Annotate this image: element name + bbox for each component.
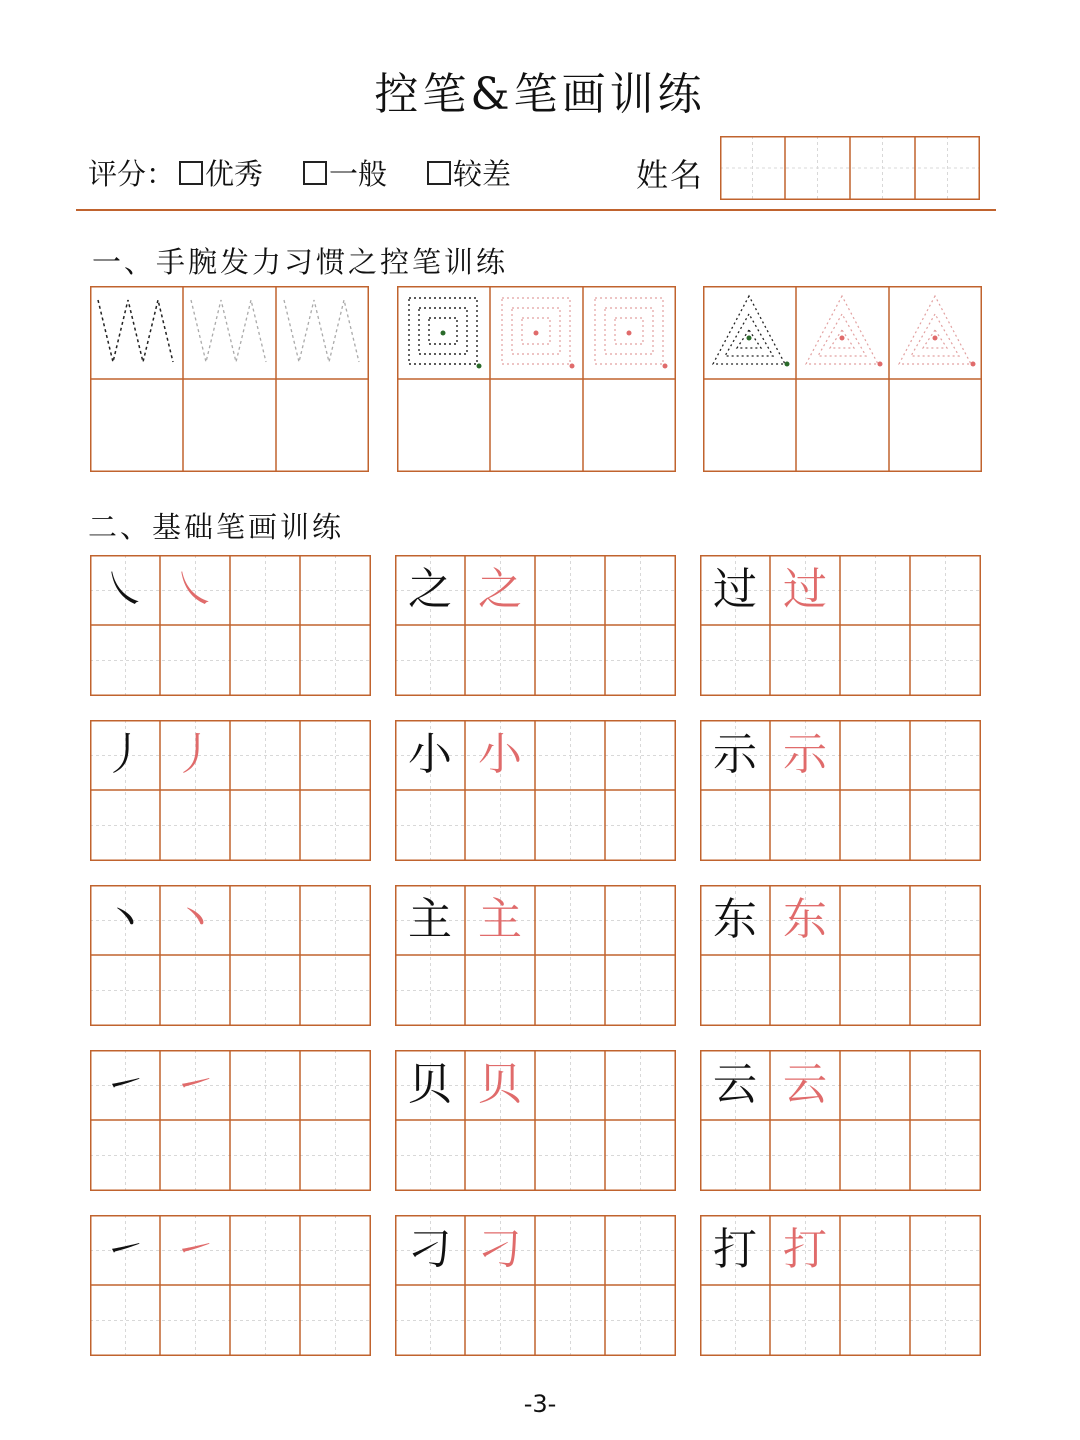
- model-character: ㇏: [103, 564, 147, 615]
- triangle-spiral-trace: [899, 296, 971, 364]
- trace-character: 打: [783, 1224, 827, 1275]
- model-character: 丶: [103, 894, 147, 945]
- rating-row: [88, 152, 551, 193]
- trace-character: 贝: [478, 1059, 522, 1110]
- model-character: 打: [713, 1224, 757, 1275]
- name-field[interactable]: [720, 136, 980, 200]
- trace-character: 示: [783, 729, 827, 780]
- checkbox[interactable]: [427, 161, 451, 185]
- rating-option-label: 优秀: [205, 157, 264, 191]
- rating-option-poor[interactable]: [427, 152, 511, 193]
- zigzag-trace: [191, 300, 266, 362]
- rating-label: 评分：: [88, 157, 176, 191]
- model-character: 贝: [408, 1059, 452, 1110]
- header-divider: [76, 209, 996, 211]
- page-number: -3-: [523, 1390, 557, 1418]
- stroke-practice-block[interactable]: [700, 885, 981, 1026]
- page-title: 控笔&笔画训练: [374, 69, 706, 120]
- model-character: 云: [713, 1059, 757, 1110]
- stroke-practice-block[interactable]: [700, 555, 981, 696]
- triangle-spiral-trace: [806, 296, 878, 364]
- stroke-practice-block[interactable]: [395, 885, 676, 1026]
- model-character: 东: [713, 894, 757, 945]
- trace-character: 丿: [173, 729, 217, 780]
- triangle-spiral-trace: [713, 296, 785, 364]
- section-title: 二、基础笔画训练: [88, 510, 345, 544]
- model-character: 小: [408, 729, 452, 780]
- trace-character: 东: [783, 894, 827, 945]
- control-grid-square-spiral[interactable]: [397, 286, 676, 472]
- model-character: ㇀: [103, 1059, 147, 1110]
- model-character: 过: [713, 564, 757, 615]
- zigzag-trace: [284, 300, 359, 362]
- rating-option-excellent[interactable]: [179, 152, 263, 193]
- model-character: ㇀: [103, 1224, 147, 1275]
- stroke-practice-block[interactable]: [90, 885, 371, 1026]
- control-grid-zigzag[interactable]: [90, 286, 369, 472]
- model-character: 之: [408, 564, 452, 615]
- section-title: 一、手腕发力习惯之控笔训练: [92, 245, 509, 279]
- stroke-practice-block[interactable]: [395, 1215, 676, 1356]
- checkbox[interactable]: [179, 161, 203, 185]
- stroke-practice-block[interactable]: [700, 1050, 981, 1191]
- name-label: 姓名: [636, 156, 705, 194]
- stroke-practice-block[interactable]: [90, 1215, 371, 1356]
- trace-character: 小: [478, 729, 522, 780]
- stroke-practice-block[interactable]: [700, 1215, 981, 1356]
- stroke-practice-block[interactable]: [395, 555, 676, 696]
- model-character: 丿: [103, 729, 147, 780]
- stroke-practice-block[interactable]: [90, 720, 371, 861]
- rating-option-label: 较差: [453, 157, 512, 191]
- model-character: 主: [408, 894, 452, 945]
- trace-character: 之: [478, 564, 522, 615]
- trace-character: 云: [783, 1059, 827, 1110]
- model-character: 刁: [408, 1224, 452, 1275]
- trace-character: ㇏: [173, 564, 217, 615]
- control-grid-triangle-spiral[interactable]: [703, 286, 982, 472]
- stroke-practice-block[interactable]: [700, 720, 981, 861]
- stroke-practice-block[interactable]: [395, 1050, 676, 1191]
- trace-character: ㇀: [173, 1224, 217, 1275]
- stroke-practice-block[interactable]: [395, 720, 676, 861]
- zigzag-trace: [98, 300, 173, 362]
- checkbox[interactable]: [303, 161, 327, 185]
- stroke-practice-block[interactable]: [90, 1050, 371, 1191]
- trace-character: 刁: [478, 1224, 522, 1275]
- rating-option-average[interactable]: [303, 152, 387, 193]
- trace-character: 过: [783, 564, 827, 615]
- rating-option-label: 一般: [329, 157, 388, 191]
- trace-character: 主: [478, 894, 522, 945]
- trace-character: 丶: [173, 894, 217, 945]
- stroke-practice-block[interactable]: [90, 555, 371, 696]
- model-character: 示: [713, 729, 757, 780]
- trace-character: ㇀: [173, 1059, 217, 1110]
